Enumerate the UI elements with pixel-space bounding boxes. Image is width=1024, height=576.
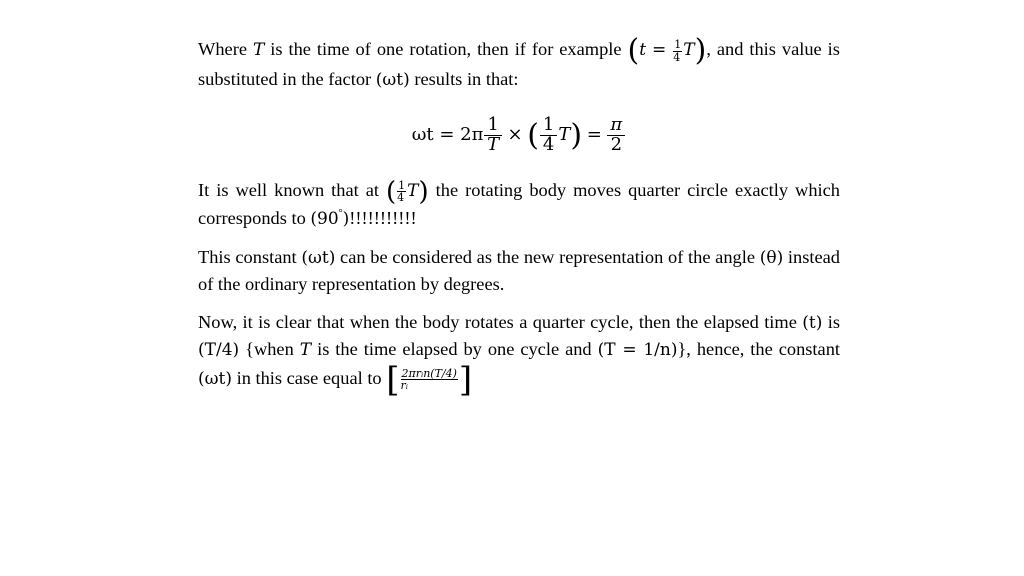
bracket-open: [ [386,359,400,400]
text: This constant [198,246,297,267]
math-ninety: (90 [310,208,339,229]
paragraph-conclusion [198,309,841,400]
paren-open: ( [527,117,539,153]
paren-close: ) [694,33,707,68]
display-equation [198,105,840,163]
math-equals: = [652,40,667,61]
paragraph-quarter-circle [198,177,840,232]
bracket-close: ] [458,359,473,400]
math-T-equals-1-over-n: (T = 1/n) [597,339,678,360]
text: }, hence, the constant [677,338,841,359]
text: Where [198,39,248,60]
math-T: T [299,339,312,360]
fraction-pi-over-2: $\frac{\pi}{2}$ [607,116,625,155]
math-omega-t: (ωt) [198,369,232,389]
math-t: (t) [802,312,823,333]
math-times: × [507,124,523,145]
text: in this case equal to [236,368,382,388]
math-theta: (θ) [759,247,784,268]
fraction-result: $\frac{\text{2πrᵢn(T/4)}}{\text{rᵢ}}$ [400,366,457,393]
text: , and this value is substituted in the factor [198,39,840,89]
math-T: T [407,181,419,201]
paren-close: ) [570,117,583,153]
text: {when [245,338,294,359]
math-T: T [252,40,265,61]
math-omega-t: (ωt) [301,247,336,268]
fraction-1-over-4: $\frac{1}{4}$ [540,116,557,155]
paren-open: ( [386,176,397,207]
math-t: t [639,40,647,61]
text: is the time of one rotation, then if for example [270,39,622,60]
exclamations: !!!!!!!!!!! [349,207,417,228]
math-T: T [683,40,695,61]
text: is the time elapsed by one cycle and [317,338,592,359]
text: can be considered as the new representation of the angle [340,246,755,267]
fraction-1-over-T: $\frac{1}{T}$ [484,116,501,155]
document-page [198,33,841,409]
text: It is well known that at [198,180,380,200]
text: instead of the ordinary representation by degrees. [198,246,840,294]
fraction-one-quarter: $\frac{1}{4}$ [397,178,406,205]
math-lhs: ωt = 2π [411,124,484,145]
text: the rotating body moves quarter circle exactly which corresponds to [198,180,840,228]
math-T: T [558,124,571,145]
math-equals: = [586,124,602,145]
paragraph-intro [198,33,840,93]
paren-close: ) [418,176,429,207]
degree-sign: ° [338,207,343,219]
math-paren-close: ) [342,208,350,229]
text: is [827,311,840,332]
fraction-one-quarter: $\frac{1}{4}$ [673,37,682,64]
text: Now, it is clear that when the body rotates a quarter cycle, then the elapsed time [198,311,797,332]
math-omega-t: (ωt) [375,70,410,90]
paragraph-constant [198,244,840,297]
math-T-over-4: (T/4) [198,339,240,360]
paren-open: ( [627,33,640,68]
text: results in that: [414,69,519,89]
